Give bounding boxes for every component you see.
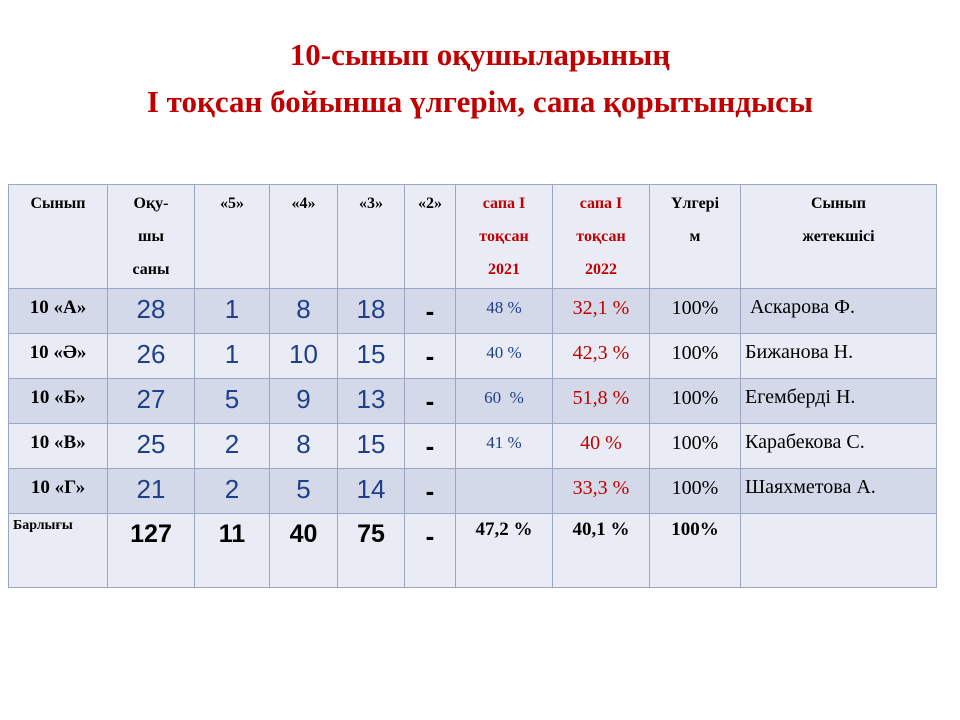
grade-3-cell: 18 <box>338 289 405 334</box>
grade-4-cell: 5 <box>270 469 338 514</box>
progress-cell: 100% <box>650 379 741 424</box>
grade-3-cell: 13 <box>338 379 405 424</box>
student-count-cell: 21 <box>108 469 195 514</box>
grade-5-cell: 2 <box>195 469 270 514</box>
progress-cell: 100% <box>650 469 741 514</box>
student-count-cell: 27 <box>108 379 195 424</box>
quality-2021-cell: 60 % <box>456 379 553 424</box>
class-cell: 10 «В» <box>9 424 108 469</box>
quality-2022-cell: 32,1 % <box>553 289 650 334</box>
grade-4-cell: 8 <box>270 424 338 469</box>
quality-2022-cell: 42,3 % <box>553 334 650 379</box>
quality-2022-cell: 40 % <box>553 424 650 469</box>
grade-5-cell: 2 <box>195 424 270 469</box>
header-quality-2021: сапа І тоқсан 2021 <box>456 185 553 289</box>
teacher-cell: Шаяхметова А. <box>741 469 937 514</box>
header-grade-3: «3» <box>338 185 405 289</box>
grade-4-cell: 9 <box>270 379 338 424</box>
progress-cell: 100% <box>650 289 741 334</box>
grade-2-cell: - <box>405 424 456 469</box>
header-grade-2: «2» <box>405 185 456 289</box>
grade-3-cell: 15 <box>338 334 405 379</box>
class-cell: 10 «Г» <box>9 469 108 514</box>
class-cell: 10 «Ә» <box>9 334 108 379</box>
grade-2-cell: - <box>405 289 456 334</box>
quality-2022-cell: 51,8 % <box>553 379 650 424</box>
teacher-cell: Бижанова Н. <box>741 334 937 379</box>
page-title-line1: 10-сынып оқушыларының <box>289 37 671 72</box>
grade-4-cell: 10 <box>270 334 338 379</box>
header-grade-4: «4» <box>270 185 338 289</box>
grade-5-cell: 1 <box>195 334 270 379</box>
page-title-line2: І тоқсан бойынша үлгерім, сапа қорытындысы <box>146 84 814 119</box>
grade-2-cell: - <box>405 469 456 514</box>
quality-2021-cell: 48 % <box>456 289 553 334</box>
results-table <box>8 184 937 588</box>
total-grade-4-cell: 40 <box>270 514 338 588</box>
header-grade-5: «5» <box>195 185 270 289</box>
grade-2-cell: - <box>405 334 456 379</box>
total-grade-3-cell: 75 <box>338 514 405 588</box>
student-count-cell: 26 <box>108 334 195 379</box>
quality-2021-cell <box>456 469 553 514</box>
student-count-cell: 28 <box>108 289 195 334</box>
header-teacher: Сынып жетекшісі <box>741 185 937 289</box>
total-teacher-cell <box>741 514 937 588</box>
total-progress-cell: 100% <box>650 514 741 588</box>
table-row <box>9 334 937 379</box>
header-class: Сынып <box>9 185 108 289</box>
total-quality-2022-cell: 40,1 % <box>553 514 650 588</box>
class-cell: 10 «Б» <box>9 379 108 424</box>
table-header-row <box>9 185 937 289</box>
table-total-row <box>9 514 937 588</box>
grade-5-cell: 5 <box>195 379 270 424</box>
grade-5-cell: 1 <box>195 289 270 334</box>
header-student-count: Оқу- шы саны <box>108 185 195 289</box>
progress-cell: 100% <box>650 334 741 379</box>
grade-4-cell: 8 <box>270 289 338 334</box>
teacher-cell: Карабекова С. <box>741 424 937 469</box>
quality-2021-cell: 41 % <box>456 424 553 469</box>
quality-2022-cell: 33,3 % <box>553 469 650 514</box>
total-class-cell: Барлығы <box>9 514 108 588</box>
student-count-cell: 25 <box>108 424 195 469</box>
header-progress: Үлгері м <box>650 185 741 289</box>
grade-3-cell: 14 <box>338 469 405 514</box>
total-grade-5-cell: 11 <box>195 514 270 588</box>
teacher-cell: Аскарова Ф. <box>741 289 937 334</box>
class-cell: 10 «А» <box>9 289 108 334</box>
table-row <box>9 289 937 334</box>
quality-2021-cell: 40 % <box>456 334 553 379</box>
grade-3-cell: 15 <box>338 424 405 469</box>
total-student-count-cell: 127 <box>108 514 195 588</box>
teacher-cell: Егемберді Н. <box>741 379 937 424</box>
total-quality-2021-cell: 47,2 % <box>456 514 553 588</box>
total-grade-2-cell: - <box>405 514 456 588</box>
table-row <box>9 469 937 514</box>
grade-2-cell: - <box>405 379 456 424</box>
table-row <box>9 379 937 424</box>
header-quality-2022: сапа І тоқсан 2022 <box>553 185 650 289</box>
progress-cell: 100% <box>650 424 741 469</box>
table-row <box>9 424 937 469</box>
